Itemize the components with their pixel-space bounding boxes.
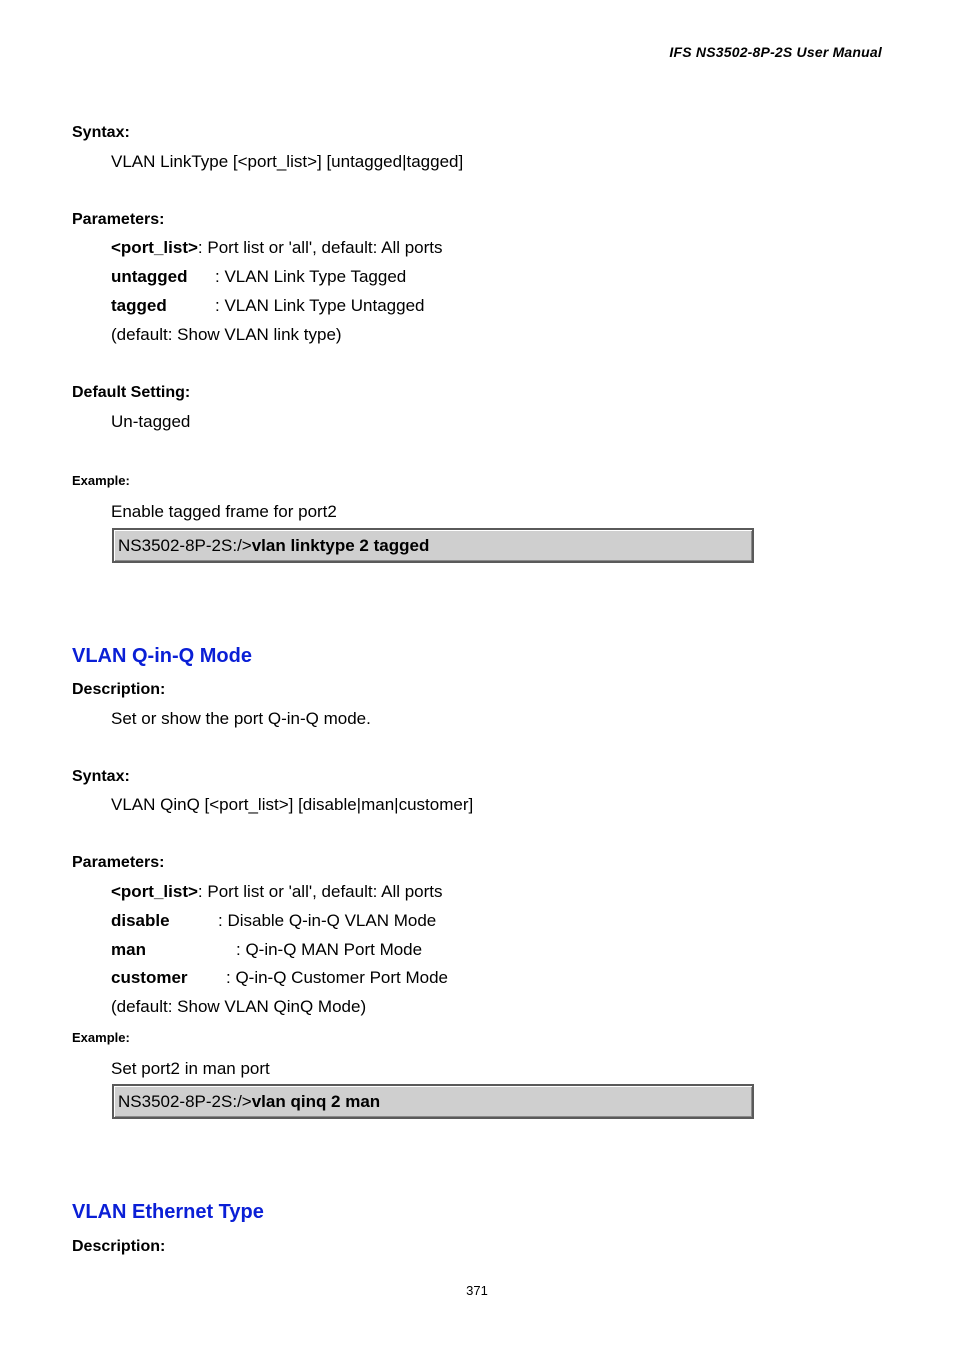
command-prompt: NS3502-8P-2S:/> [118, 1092, 252, 1111]
page-header: IFS NS3502-8P-2S User Manual [669, 44, 882, 60]
parameters-label: Parameters: [72, 854, 165, 871]
command-box [112, 1084, 754, 1119]
param-row [111, 267, 188, 287]
default-setting-value: Un-tagged [111, 412, 191, 431]
syntax-label: Syntax: [72, 124, 130, 141]
example-description: Enable tagged frame for port2 [111, 502, 337, 521]
example-label: Example: [72, 1030, 130, 1045]
param-name: tagged [111, 296, 167, 315]
param-name: customer [111, 968, 188, 987]
param-name: <port_list> [111, 882, 198, 901]
section-title: VLAN Ethernet Type [72, 1201, 264, 1223]
syntax-label: Syntax: [72, 768, 130, 785]
param-name: <port_list> [111, 238, 198, 257]
param-row [111, 238, 443, 258]
parameters-label: Parameters: [72, 211, 165, 228]
param-name: disable [111, 911, 170, 930]
param-desc: : VLAN Link Type Tagged [215, 267, 407, 286]
param-row [111, 296, 167, 316]
param-desc: : Port list or 'all', default: All ports [197, 882, 443, 901]
page-number: 371 [466, 1283, 488, 1298]
param-name: man [111, 940, 146, 959]
command-prompt: NS3502-8P-2S:/> [118, 536, 252, 555]
param-desc: : Disable Q-in-Q VLAN Mode [218, 911, 437, 930]
syntax-text: VLAN LinkType [<port_list>] [untagged|tagged] [111, 152, 464, 171]
description-text: Set or show the port Q-in-Q mode. [111, 709, 371, 728]
param-name: untagged [111, 267, 188, 286]
example-description: Set port2 in man port [111, 1059, 270, 1078]
param-desc: : VLAN Link Type Untagged [215, 296, 425, 315]
param-default: (default: Show VLAN QinQ Mode) [111, 997, 367, 1016]
example-label: Example: [72, 473, 130, 488]
syntax-text: VLAN QinQ [<port_list>] [disable|man|customer] [111, 795, 474, 814]
command-text: vlan qinq 2 man [251, 1092, 381, 1111]
description-label: Description: [72, 681, 166, 698]
param-row [111, 882, 443, 902]
description-label: Description: [72, 1238, 166, 1255]
command-text: vlan linktype 2 tagged [251, 536, 430, 555]
section-title: VLAN Q-in-Q Mode [72, 645, 252, 667]
param-desc: : Q-in-Q Customer Port Mode [226, 968, 449, 987]
command-box [112, 528, 754, 563]
default-setting-label: Default Setting: [72, 384, 191, 401]
param-default: (default: Show VLAN link type) [111, 325, 342, 344]
param-desc: : Q-in-Q MAN Port Mode [236, 940, 423, 959]
param-desc: : Port list or 'all', default: All ports [197, 238, 443, 257]
